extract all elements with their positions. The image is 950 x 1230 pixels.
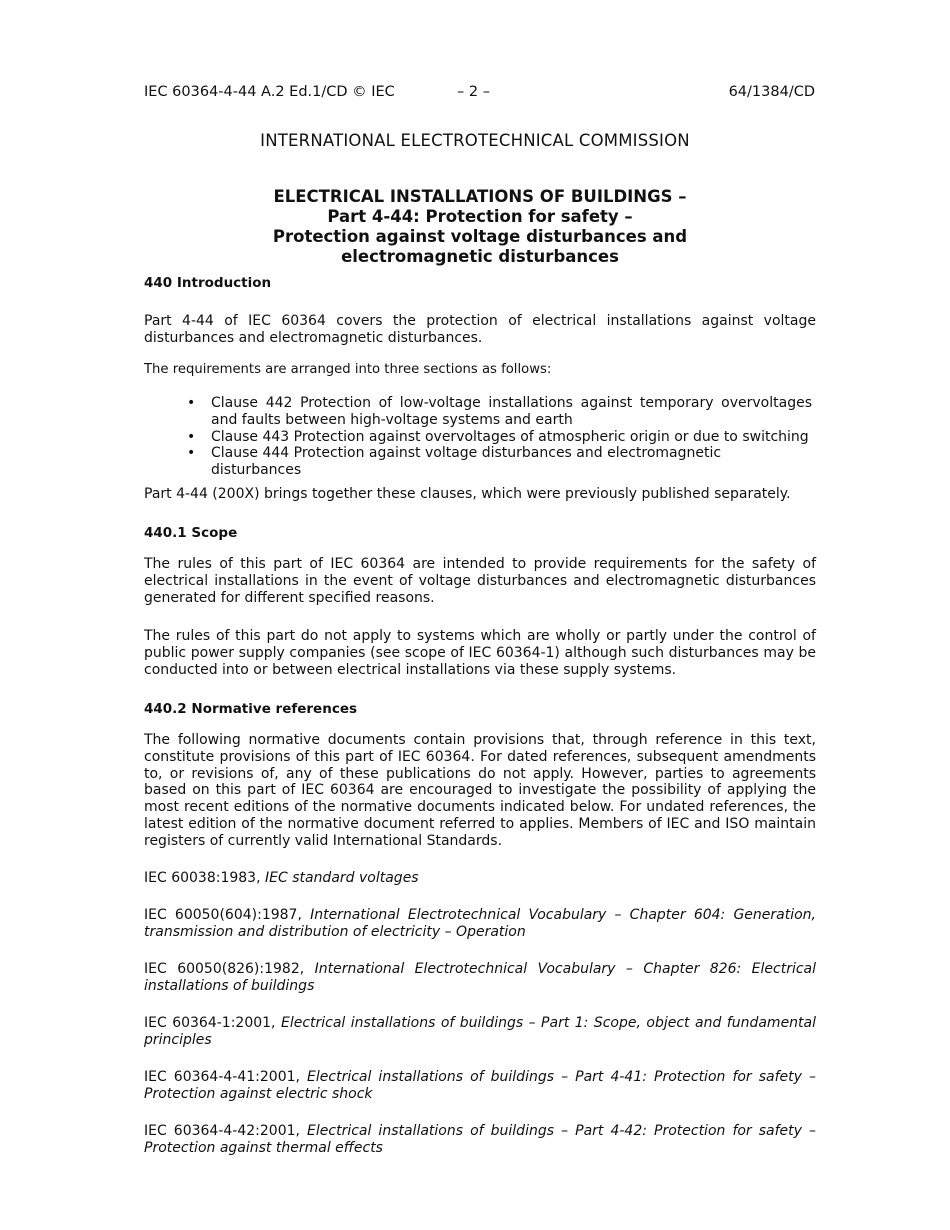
section-heading-scope: 440.1 Scope	[144, 525, 238, 541]
reference-title: Electrical installations of buildings – Part 1: Scope, object and fundamental principles	[144, 1015, 817, 1048]
reference-entry	[144, 1069, 816, 1103]
scope-paragraph-2: The rules of this part do not apply to systems which are wholly or partly under the control of public power supply companies (see scope of IEC 60364-1) although such disturbances may be conducted into or between electrical installations via these supply systems.	[144, 628, 816, 678]
list-item	[180, 395, 812, 429]
reference-code: IEC 60364-4-41:2001,	[144, 1069, 300, 1085]
list-item	[180, 429, 812, 446]
normative-paragraph: The following normative documents contain provisions that, through reference in this text, constitute provisions of this part of IEC 60364. For dated references, subsequent amendments to, or revisions of, any of these publications do not apply. However, parties to agreements based on this part of IEC 60364 are encouraged to investigate the possibility of applying the most recent editions of the normative documents indicated below. For undated references, the latest edition of the normative document referred to applies. Members of IEC and ISO maintain registers of currently valid International Standards.	[144, 732, 816, 849]
reference-code: IEC 60364-4-42:2001,	[144, 1123, 300, 1139]
title-line-2: Part 4-44: Protection for safety –	[327, 207, 633, 226]
list-item-text: Clause 442 Protection of low-voltage installations against temporary overvoltages and faults between high-voltage systems and earth	[211, 395, 812, 428]
reference-entry	[144, 1015, 816, 1049]
clause-list	[180, 395, 812, 479]
list-item-text: Clause 443 Protection against overvoltages of atmospheric origin or due to switching	[211, 428, 809, 445]
title-line-1: ELECTRICAL INSTALLATIONS OF BUILDINGS –	[273, 187, 687, 206]
list-item	[180, 445, 812, 479]
header-page-number: – 2 –	[457, 84, 490, 100]
reference-title: International Electrotechnical Vocabulary – Chapter 604: Generation, transmission and distribution of electricity – Operation	[144, 907, 816, 940]
reference-title: Electrical installations of buildings – Part 4-41: Protection for safety – Protection against electric shock	[144, 1069, 816, 1102]
header-document-id: IEC 60364-4-44 A.2 Ed.1/CD © IEC	[144, 84, 395, 100]
reference-code: IEC 60364-1:2001,	[144, 1015, 276, 1031]
section-heading-normative-references: 440.2 Normative references	[144, 701, 358, 717]
reference-title: International Electrotechnical Vocabulary – Chapter 826: Electrical installations of buildings	[144, 961, 817, 994]
document-title	[0, 187, 950, 267]
intro-paragraph-1: Part 4-44 of IEC 60364 covers the protection of electrical installations against voltage disturbances and electromagnetic disturbances.	[144, 313, 816, 346]
reference-title: IEC standard voltages	[265, 870, 419, 886]
reference-code: IEC 60050(604):1987,	[144, 907, 302, 923]
title-line-3: Protection against voltage disturbances and	[272, 227, 688, 246]
reference-entry	[144, 870, 816, 887]
section-heading-introduction: 440 Introduction	[144, 275, 272, 291]
bullet-glyph: •	[187, 445, 196, 462]
bullet-glyph: •	[187, 428, 196, 445]
reference-entry	[144, 907, 816, 941]
organization-name: INTERNATIONAL ELECTROTECHNICAL COMMISSION	[260, 131, 690, 150]
list-item-text: Clause 444 Protection against voltage disturbances and electromagnetic disturbances	[211, 445, 722, 479]
header-reference: 64/1384/CD	[728, 84, 815, 100]
bullet-glyph: •	[187, 395, 196, 411]
scope-paragraph-1: The rules of this part of IEC 60364 are intended to provide requirements for the safety of electrical installations in the event of voltage disturbances and electromagnetic disturbances generated for different specified reasons.	[144, 556, 816, 606]
reference-title: Electrical installations of buildings – Part 4-42: Protection for safety – Protection against thermal effects	[144, 1123, 816, 1156]
intro-paragraph-3: Part 4-44 (200X) brings together these clauses, which were previously published separately.	[144, 486, 791, 502]
intro-paragraph-2: The requirements are arranged into three sections as follows:	[144, 362, 552, 377]
reference-code: IEC 60038:1983,	[144, 870, 261, 886]
reference-entry	[144, 961, 816, 995]
title-line-4: electromagnetic disturbances	[341, 247, 619, 266]
reference-entry	[144, 1123, 816, 1157]
reference-code: IEC 60050(826):1982,	[144, 961, 305, 977]
